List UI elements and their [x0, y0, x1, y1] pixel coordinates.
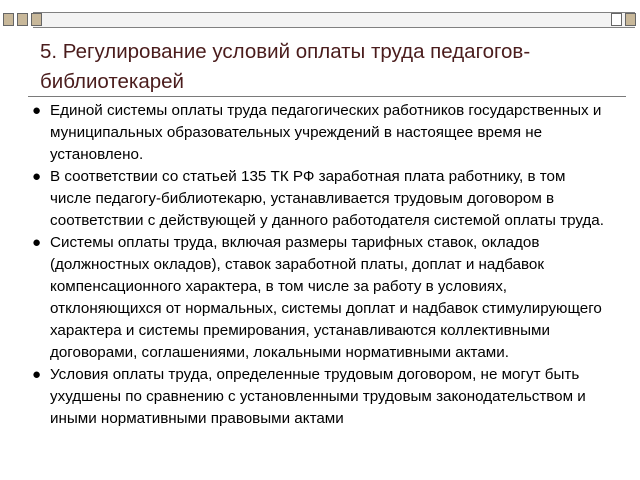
decorative-square-2	[17, 13, 28, 26]
bullet-icon: ●	[32, 168, 42, 185]
bullet-item	[0, 232, 620, 364]
bullet-text: Системы оплаты труда, включая размеры тарифных ставок, окладов (должностных окладов), ставок заработной платы, доплат и надбавок компенсационного характера, в том числе за работу в условиях, отклоняющихся от нормальных, системы доплат и надбавок стимулирующего характера и системы премирования, устанавливаются коллективными договорами, соглашениями, локальными нормативными актами.	[50, 234, 602, 361]
slide-title: 5. Регулирование условий оплаты труда педагогов-библиотекарей	[40, 40, 531, 93]
bullet-item	[0, 100, 620, 166]
decorative-square-1	[3, 13, 14, 26]
bullet-text: Единой системы оплаты труда педагогических работников государственных и муниципальных образовательных учреждений в настоящее время не установлено.	[50, 102, 602, 163]
bullet-icon: ●	[32, 102, 42, 119]
bullet-icon: ●	[32, 366, 42, 383]
decorative-square-4	[611, 13, 622, 26]
bullet-text: В соответствии со статьей 135 ТК РФ заработная плата работнику, в том числе педагогу-библиотекарю, устанавливается трудовым договором в соответствии с действующей у данного работодателя системой оплаты труда.	[50, 168, 604, 229]
decorative-square-5	[625, 13, 636, 26]
bullet-item	[0, 364, 620, 430]
title-divider	[28, 96, 626, 97]
decorative-top-bar	[33, 12, 635, 28]
decorative-square-3	[31, 13, 42, 26]
bullet-item	[0, 166, 620, 232]
bullet-text: Условия оплаты труда, определенные трудовым договором, не могут быть ухудшены по сравнению с установленными трудовым законодательством и иными нормативными правовыми актами	[50, 366, 586, 427]
bullet-list	[0, 100, 620, 430]
bullet-icon: ●	[32, 234, 42, 251]
